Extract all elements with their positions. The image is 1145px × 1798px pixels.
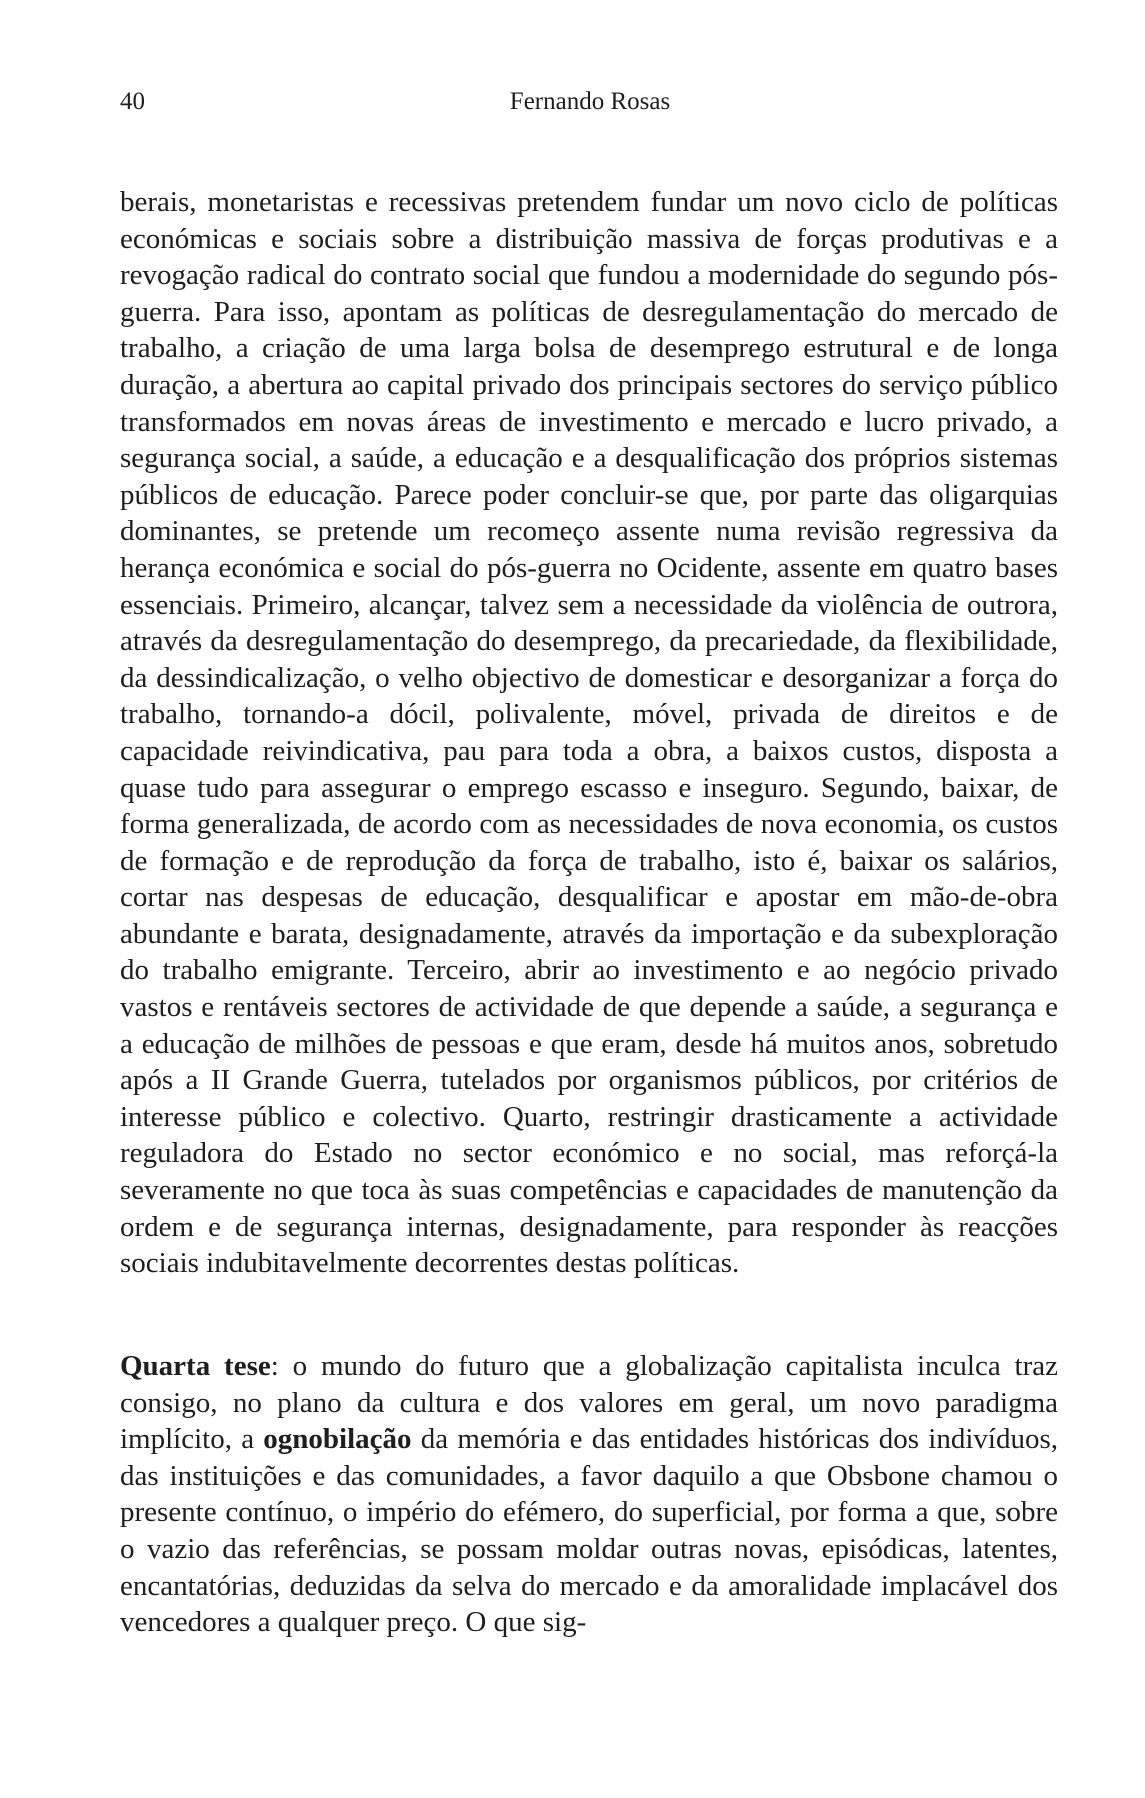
running-head: [120, 84, 1060, 120]
running-title: Fernando Rosas: [509, 88, 671, 115]
bold-term: ognobilação: [263, 1423, 412, 1456]
paragraph-quarta-tese: [120, 1348, 1058, 1641]
page-number: 40: [120, 88, 145, 115]
paragraph-continued: berais, monetaristas e recessivas pretendem fundar um novo ciclo de políticas económicas e sociais sobre a distribuição massiva de forças produtivas e a revogação radical do contrato social que fundou a modernidade do segundo pós-guerra. Para isso, apontam as políticas de desregulamentação do mercado de trabalho, a criação de uma larga bolsa de desemprego estrutural e de longa duração, a abertura ao capital privado dos principais sectores do serviço público transformados em novas áreas de investimento e mercado e lucro privado, a segurança social, a saúde, a educação e a desqualificação dos próprios sistemas públicos de educação. Parece poder concluir-se que, por parte das oligarquias dominantes, se pretende um recomeço assente numa revisão regressiva da herança económica e social do pós-guerra no Ocidente, assente em quatro bases essenciais. Primeiro, alcançar, talvez sem a necessidade da violência de outrora, através da desregulamentação do desemprego, da precariedade, da flexibilidade, da dessindicalização, o velho objectivo de domesticar e desorganizar a força do trabalho, tornando-a dócil, polivalente, móvel, privada de direitos e de capacidade reivindicativa, pau para toda a obra, a baixos custos, disposta a quase tudo para assegurar o emprego escasso e inseguro. Segundo, baixar, de forma generalizada, de acordo com as necessidades de nova economia, os custos de formação e de reprodução da força de trabalho, isto é, baixar os salários, cortar nas despesas de educação, desqualificar e apostar em mão-de-obra abundante e barata, designadamente, através da importação e da subexploração do trabalho emigrante. Terceiro, abrir ao investimento e ao negócio privado vastos e rentáveis sectores de actividade de que depende a saúde, a segurança e a educação de milhões de pessoas e que eram, desde há muitos anos, sobretudo após a II Grande Guerra, tutelados por organismos públicos, por critérios de interesse público e colectivo. Quarto, restringir drasticamente a actividade reguladora do Estado no sector económico e no social, mas reforçá-la severamente no que toca às suas competências e capacidades de manutenção da ordem e de segurança internas, designadamente, para responder às reacções sociais indubitavelmente decorrentes destas políticas.: [120, 186, 1058, 1280]
paragraph-text-part-1: : o mundo do futuro que a globalização capitalista inculca traz consigo, no plano da cultura e dos valores em geral, um novo paradigma implícito, a: [120, 1350, 1058, 1456]
thesis-label: Quarta tese: [120, 1350, 271, 1382]
paragraph-text-part-2: da memória e das entidades históricas dos indivíduos, das instituições e das comunidades, a favor daquilo a que Obsbone chamou o presente contínuo, o império do efémero, do superficial, por forma a que, sobre o vazio das referências, se possam moldar outras novas, episódicas, latentes, encantatórias, deduzidas da selva do mercado e da amoralidade implacável dos vencedores a qualquer preço. O que sig-: [120, 1423, 1058, 1639]
